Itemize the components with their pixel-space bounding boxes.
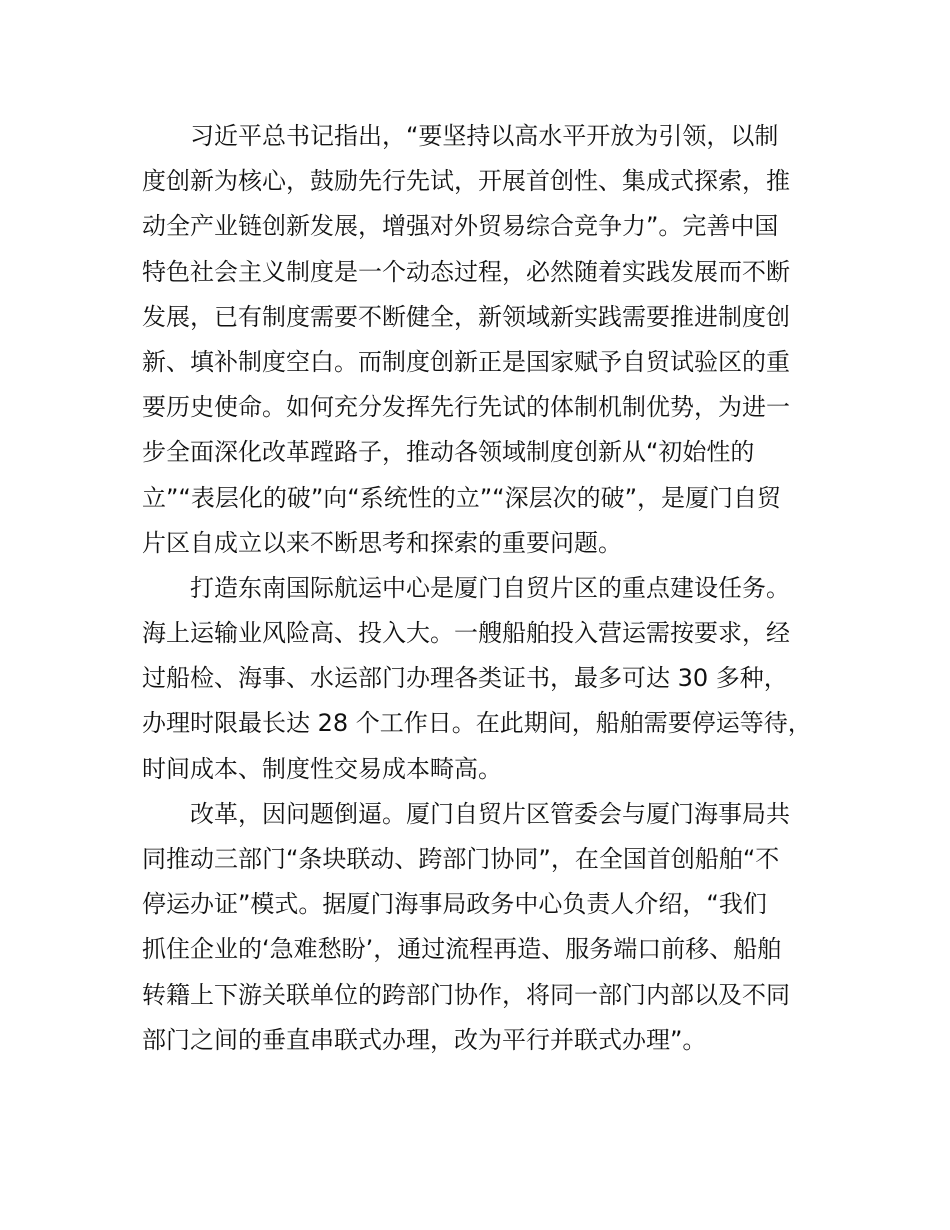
- paragraph-2: [142, 566, 842, 792]
- paragraph-line: 习近平总书记指出，“要坚持以高水平开放为引领，以制: [190, 122, 779, 150]
- paragraph-line: 动全产业链创新发展，增强对外贸易综合竞争力”。完善中国: [142, 212, 779, 241]
- paragraph-line: 时间成本、制度性交易成本畸高。: [142, 754, 502, 783]
- paragraph-line: 部门之间的垂直串联式办理，改为平行并联式办理”。: [142, 1025, 707, 1054]
- paragraph-line: 步全面深化改革蹚路子，推动各领域制度创新从“初始性的: [142, 438, 755, 467]
- paragraph-line: 要历史使命。如何充分发挥先行先试的体制机制优势，为进一: [142, 393, 790, 422]
- paragraph-1: [142, 114, 842, 566]
- paragraph-line: 抓住企业的‘急难愁盼’，通过流程再造、服务端口前移、船舶: [142, 935, 782, 964]
- paragraph-line: 立”“表层化的破”向“系统性的立”“深层次的破”，是厦门自贸: [142, 483, 782, 512]
- paragraph-line: 停运办证”模式。据厦门海事局政务中心负责人介绍，“我们: [142, 890, 767, 919]
- paragraph-line: 特色社会主义制度是一个动态过程，必然随着实践发展而不断: [142, 257, 790, 286]
- paragraph-line: 办理时限最长达 28 个工作日。在此期间，船舶需要停运等待，: [142, 709, 812, 738]
- paragraph-line: 片区自成立以来不断思考和探索的重要问题。: [142, 528, 622, 557]
- paragraph-line: 同推动三部门“条块联动、跨部门协同”，在全国首创船舶“不: [142, 845, 780, 873]
- article-body: [142, 114, 842, 1063]
- paragraph-line: 度创新为核心，鼓励先行先试，开展首创性、集成式探索，推: [142, 167, 790, 196]
- paragraph-line: 新、填补制度空白。而制度创新正是国家赋予自贸试验区的重: [142, 347, 790, 376]
- paragraph-line: 过船检、海事、水运部门办理各类证书，最多可达 30 多种，: [142, 664, 788, 693]
- paragraph-3: [142, 792, 842, 1063]
- paragraph-line: 改革，因问题倒逼。厦门自贸片区管委会与厦门海事局共: [190, 799, 790, 828]
- paragraph-line: 打造东南国际航运中心是厦门自贸片区的重点建设任务。: [190, 573, 790, 602]
- paragraph-line: 转籍上下游关联单位的跨部门协作，将同一部门内部以及不同: [142, 980, 790, 1009]
- paragraph-line: 海上运输业风险高、投入大。一艘船舶投入营运需按要求，经: [142, 619, 790, 648]
- paragraph-line: 发展，已有制度需要不断健全，新领域新实践需要推进制度创: [142, 302, 790, 331]
